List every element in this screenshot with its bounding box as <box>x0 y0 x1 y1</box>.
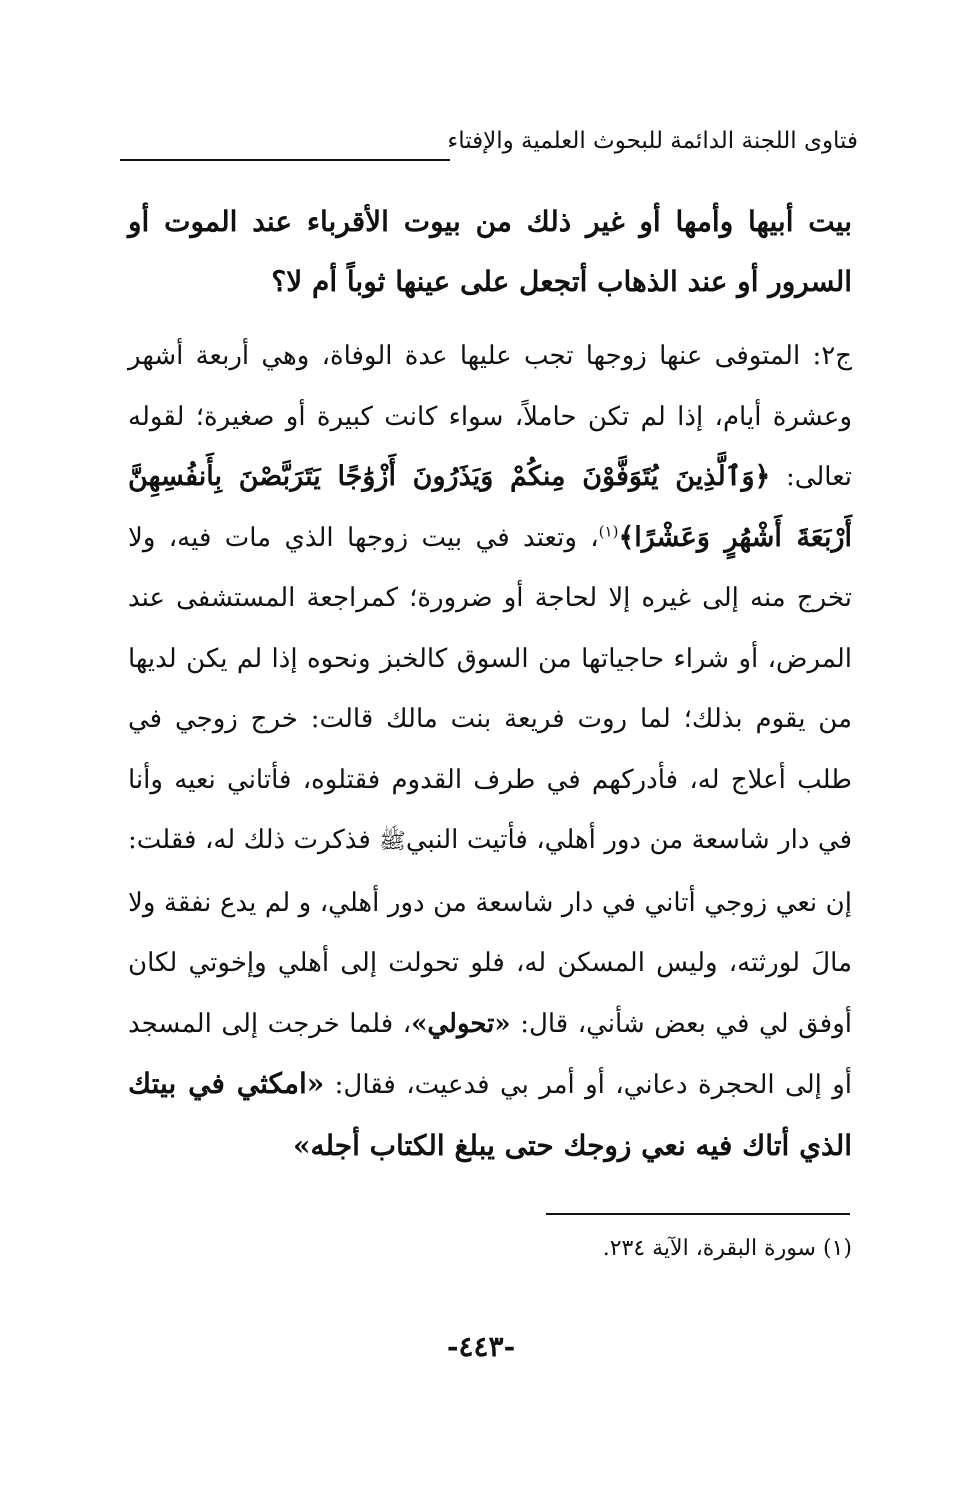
footnote-text: (١) سورة البقرة، الآية ٢٣٤. <box>602 1236 852 1261</box>
answer-middle: ، وتعتد في بيت زوجها الذي مات فيه، ولا تخرج منه إلى غيره إلا لحاجة أو ضرورة؛ كمراجعة المستشفى عند المرض، أو شراء حاجياتها من السوق كالخبز ونحوه إذا لم يكن لديها من يقوم بذلك؛ لما روت فريعة بنت مالك قالت: خرج زوجي في طلب أعلاج له، فأدركهم في طرف القدوم فقتلوه، فأتاني نعيه وأنا في دار شاسعة من دور أهلي، فأتيت النبي <box>128 522 852 855</box>
answer-body <box>128 326 852 1177</box>
header-title: فتاوى اللجنة الدائمة للبحوث العلمية والإفتاء <box>447 128 858 154</box>
footnote-rule <box>546 1213 850 1215</box>
prophet-quote-2: «امكثي في بيتك الذي أتاك فيه نعي زوجك حتى يبلغ الكتاب أجله» <box>128 1067 852 1162</box>
question-text: بيت أبيها وأمها أو غير ذلك من بيوت الأقرباء عند الموت أو السرور أو عند الذهاب أتجعل على عينها ثوباً أم لا؟ <box>128 205 852 298</box>
page-number: -٤٤٣- <box>446 1330 516 1363</box>
running-header <box>120 128 858 168</box>
header-rule <box>120 159 450 161</box>
footnote-marker: (١) <box>598 521 619 540</box>
prophet-quote-1: «تحولي» <box>411 1008 511 1039</box>
quran-verse: ﴿وَٱلَّذِينَ يُتَوَفَّوْنَ مِنكُمْ وَيَذَرُونَ أَزْوَٰجًا يَتَرَبَّصْنَ بِأَنفُسِهِنَّ أَرْبَعَةَ أَشْهُرٍ وَعَشْرًا﴾ <box>128 461 852 553</box>
answer-continuation: ، فلما خرجت إلى المسجد أو إلى الحجرة دعاني، أو أمر بي فدعيت، فقال: <box>128 1008 853 1100</box>
answer-intro: ج٢: المتوفى عنها زوجها تجب عليها عدة الوفاة، وهي أربعة أشهر وعشرة أيام، إذا لم تكن حاملاً، سواء كانت كبيرة أو صغيرة؛ لقوله تعالى: <box>128 341 852 492</box>
salutation-glyph: ﷺ <box>379 829 406 854</box>
answer-after-salutation: فذكرت ذلك له، فقلت: إن نعي زوجي أتاني في دار شاسعة من دور أهلي، و لم يدع نفقة ولا مالَ لورثته، وليس المسكن له، فلو تحولت إلى أهلي وإخوتي لكان أوفق لي في بعض شأني، قال: <box>128 825 853 1039</box>
